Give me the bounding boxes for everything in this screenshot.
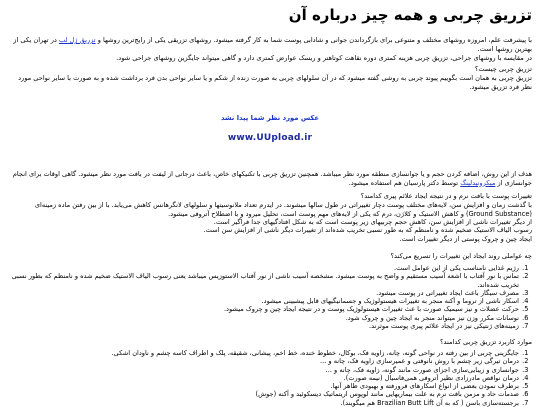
factor-item: 5. حرکت عضلات و نیز سیمیک صورت با عث تغییرات هیستولوژیک پوست و در نتیجه ایجاد چین و چروک میشود. (8, 305, 520, 313)
uupload-watermark[interactable]: www.UUpload.ir (227, 133, 313, 143)
microneedling-link[interactable]: میکرونیدلینگ (460, 178, 496, 187)
factor-item: 6. نوسانات مکرر وزن نیز میتواند منجر به ایجاد چین و چروک شود. (8, 314, 520, 322)
factor-item: 2. تماس با نور آفتاب با اشعه آسیب مستقیم و واضح به پوست میشود. مشخصه آسیب ناشی از نور آفتاب الاستوزیس میباشد یعنی رسوب الیاف الاستیک ضخیم شده و نامنظم که بطور نسبی تخریب شده‌اند. (8, 272, 520, 289)
use-item: 4. درمان نواقص مادرزادی نظیر آتروفی همی‌فاسیال (نیمه صورت). (8, 374, 520, 382)
factor-item: 3. مصرف سیگار باعث ایجاد تغییراتی در پوست میشود. (8, 289, 520, 297)
intro-text-2: در تهران یکی از بهترین روشها است. (13, 36, 532, 53)
definition-heading: تزریق چربی چیست؟ (474, 65, 532, 73)
page-title: تزریق چربی و همه چیز درباره آن (288, 6, 532, 24)
intro-paragraph-2: در مقایسه با روشهای جراحی، تزریق چربی هزینه کمتری دوره نقاهت کوتاهتر و ریسک عوارض کمتری دارد و گاهی میتواند جایگزین روشهای جراحی شود. (116, 54, 532, 62)
skin-changes-heading: تغییرات پوست با بافت نرم و در نتیجه ایجاد علائم پیری کدامند؟ (360, 192, 532, 200)
skin-changes-paragraph-b: از دیگر تغییرات ناشی از افزایش سن، کاهش حجم چربیهای زیر پوست است که به شکل افتادگیهای جدا فراگیر است. (213, 218, 532, 226)
body-paragraph-1 (8, 170, 532, 187)
body-p1-text-2: توسط دکتر پارسیان هم استفاده میشود. (348, 178, 461, 187)
use-item: 1. جایگزینی چربی از بین رفته در نواحی گونه، چانه، زاویه فک، بوکال، خطوط خنده، خط اخم، پیشانی، شقیقه، پلک و اطراف کاسه چشم و ناودان اشکی. (8, 349, 520, 357)
skin-changes-paragraph-d: ایجاد چین و چروک پوستی از دیگر تغییرات است. (399, 235, 532, 243)
body-p1-text: هدف از این روش، اضافه کردن حجم و یا جوانسازی منطقه مورد نظر میباشد. همچنین تزریق چربی با تکنیکهای خاص، باعث درجاتی از لیفت در بافت مورد نظر میشود. گاهی اوقات برای انجام جوانسازی از (12, 170, 532, 187)
use-item: 7. برجسته‌سازی باسن ( که به آن Brazilian Butt Lift هم میگویند). (8, 399, 520, 407)
use-item: 2. درمان تیرگی زیر چشم با روش نانوفتی و عمیرسازی زاویه فک، چانه و ... (8, 357, 520, 365)
uses-list (8, 349, 532, 407)
use-item: 3. جوانسازی و زیبایی‌سازی اجزای صورت مانند گونه، زاویه فک، چانه و ... (8, 366, 520, 374)
intro-text-1: با پیشرفت علم، امروزه روشهای مختلف و متنوعی برای بازگرداندن جوانی و شادابی پوست شما به کار گرفته میشود. روشهای تزریقی یکی از رایج‌ترین روشها و (95, 36, 532, 44)
factors-heading: چه عواملی روند ایجاد این تغییرات را تسریع می‌کند؟ (390, 252, 532, 260)
factor-item: 4. اسکار ناشی از تروما و آکنه منجر به تغییرات هیستولوژیک و جسمانیگیهای قابل پیشبینی میشود. (8, 297, 520, 305)
skin-changes-paragraph: با گذشت زمان و افزایش سن، لایه‌های مختلف پوست دچار تغییراتی در طول سالها میشوند. در ایدرم تعداد ملانوسیتها و سلولهای لانگرهانس کاهش می‌یابد. با از بین رفتن ماده زمینه‌ای (Ground Substance) و کاهش الاستیک و کلاژن، درم که یکی از لایه‌های مهم پوست است، تحلیل میرود و با اضطلاح آتروفی میشود. (34, 201, 532, 218)
definition-paragraph: تزریق چربی به همان است بگوییم پیوند چربی به روشی گفته میشود که در آن سلولهای چربی به صورت زنده از شکم و یا سایر نواحی بدن فرد برداشت شده و به صورت با سایر نواحی مورد نظر فرد تزریق میشود. (18, 74, 532, 91)
skin-changes-paragraph-c: رسوب الیاف الاستیک ضخیم شده و نامنظم که به طور نسبی تخریب شده‌اند از تغییرات دیگر ناشی از افزایش سن است. (203, 226, 532, 234)
lip-gel-injection-link[interactable]: تزریق ژل لب (58, 36, 96, 44)
factor-item: 1. رژیم غذایی نامناسب یکی از این عوامل است. (8, 264, 520, 272)
use-item: 5. برطرف نمودن بعضی از انواع اسکارهای فرورفته و بهبودی ظاهر آنها. (8, 382, 520, 390)
use-item: 6. صدمات حاد و مزمن بافت نرم به علت بیماریهایی مانند لوپوس اریتماتیک دیسکوئید و آکنه (جوش) (8, 390, 520, 398)
intro-paragraph (8, 36, 532, 53)
factors-list (8, 264, 532, 330)
factor-item: 7. زمینه‌های ژنتیکی نیز در ایجاد علائم پیری پوست موثرند. (8, 322, 520, 330)
missing-image-caption: عکس مورد نظر شما پیدا نشد (220, 114, 320, 122)
uses-heading: موارد کاربرد تزریق چربی کدامند؟ (440, 338, 532, 346)
